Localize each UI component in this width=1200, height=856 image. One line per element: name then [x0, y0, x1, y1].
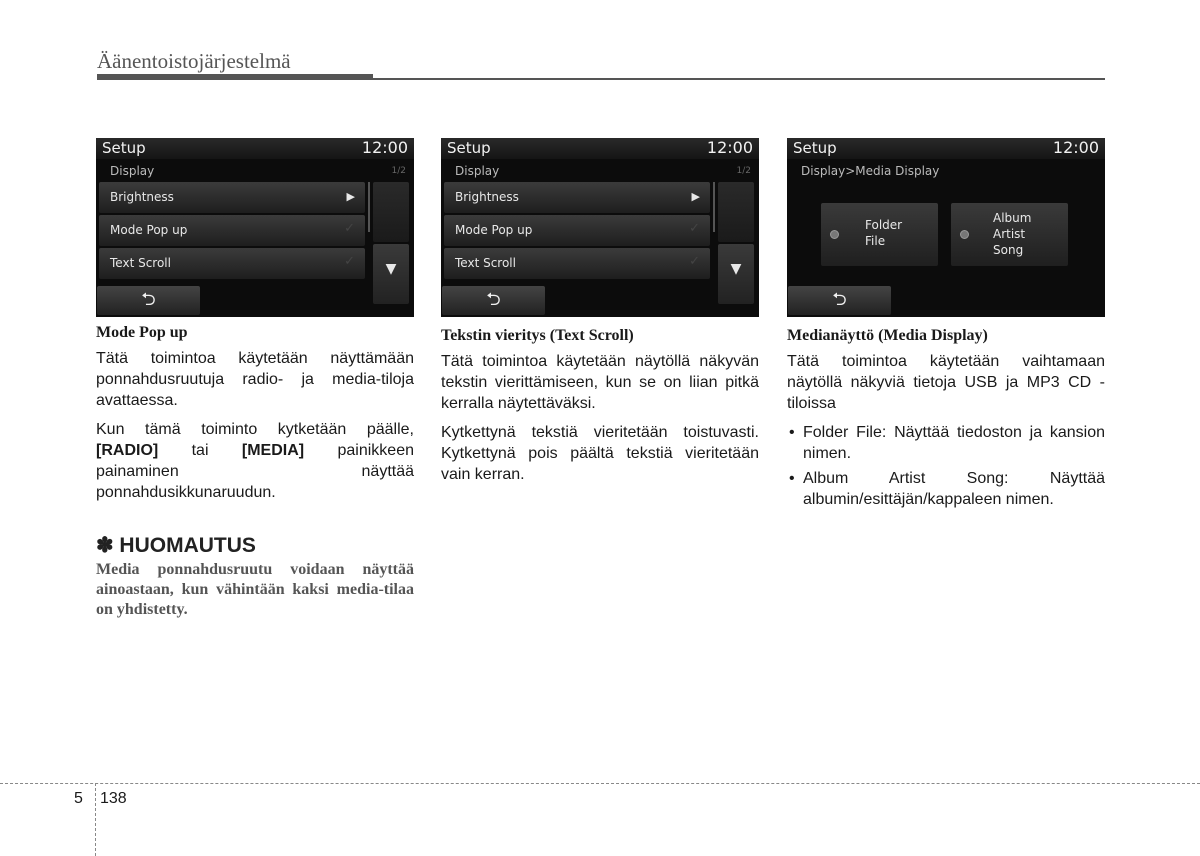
- scroll-down-button[interactable]: ▼: [718, 244, 754, 304]
- arrow-right-icon: ▶: [691, 190, 700, 203]
- check-icon: ✓: [689, 254, 700, 269]
- list-item: • Album Artist Song: Näyttää albumin/esittäjän/kappaleen nimen.: [789, 470, 1105, 508]
- screen-top-bar: [787, 138, 1105, 159]
- screen-subtitle: Display>Media Display: [801, 164, 940, 178]
- screen-page-indicator: 1/2: [736, 166, 751, 176]
- screen-subtitle: Display: [455, 164, 500, 178]
- option-label: Folder File: [865, 218, 903, 248]
- menu-item-label: Brightness: [110, 190, 174, 204]
- scroll-up-button[interactable]: [373, 182, 409, 242]
- option-album-artist-song[interactable]: [951, 203, 1068, 266]
- menu-item-label: Text Scroll: [110, 256, 171, 270]
- page-number: 138: [100, 790, 127, 807]
- column-media-display: [787, 327, 1105, 514]
- page-header-title: Äänentoistojärjestelmä: [97, 49, 291, 73]
- paragraph: Tätä toimintoa käytetään näytöllä näkyvän tekstin vierittämiseen, kun se on liian pitkä kerralla näytettäväksi.: [441, 353, 759, 412]
- check-icon: ✓: [344, 221, 355, 236]
- paragraph: Kytkettynä tekstiä vieritetään toistuvasti. Kytkettynä pois päältä tekstiä vieritetään vain kerran.: [441, 424, 759, 483]
- scroll-divider: [368, 182, 370, 232]
- screen-subtitle: Display: [110, 164, 155, 178]
- note-body: Media ponnahdusruutu voidaan näyttää ainoastaan, kun vähintään kaksi media-tilaa on yhdistetty.: [96, 561, 414, 618]
- menu-item-mode-popup[interactable]: [99, 215, 365, 246]
- screen-clock: 12:00: [706, 138, 753, 157]
- menu-item-brightness[interactable]: [444, 182, 710, 213]
- caption: Tekstin vieritys (Text Scroll): [441, 327, 634, 344]
- option-label: Album Artist Song: [993, 211, 1032, 257]
- screen-top-bar: [96, 138, 414, 159]
- back-button[interactable]: ⮌: [97, 286, 200, 315]
- header-rule-thin: [373, 78, 1105, 80]
- footer-rule: [0, 783, 1200, 784]
- menu-item-label: Mode Pop up: [455, 223, 533, 237]
- back-button[interactable]: ⮌: [788, 286, 891, 315]
- header-rule-thick: [97, 74, 373, 80]
- menu-item-text-scroll[interactable]: [444, 248, 710, 279]
- option-folder-file[interactable]: [821, 203, 938, 266]
- radio-icon: [830, 230, 839, 239]
- menu-item-label: Text Scroll: [455, 256, 516, 270]
- chapter-number: 5: [74, 790, 83, 807]
- screen-title: Setup: [447, 139, 491, 157]
- screen-text-scroll: [441, 138, 759, 317]
- screen-top-bar: [441, 138, 759, 159]
- screen-mode-popup: [96, 138, 414, 317]
- radio-icon: [960, 230, 969, 239]
- back-button[interactable]: ⮌: [442, 286, 545, 315]
- menu-item-mode-popup[interactable]: [444, 215, 710, 246]
- paragraph: Kun tämä toiminto kytketään päälle, [RADIO] tai [MEDIA] painikkeen painaminen näyttää ponnahdusikkunaruudun.: [96, 421, 414, 501]
- list-item: • Folder File: Näyttää tiedoston ja kansion nimen.: [789, 424, 1105, 462]
- scroll-down-button[interactable]: ▼: [373, 244, 409, 304]
- menu-item-label: Brightness: [455, 190, 519, 204]
- footer-divider: [95, 783, 96, 856]
- menu-item-text-scroll[interactable]: [99, 248, 365, 279]
- column-text-scroll: [441, 327, 759, 493]
- screen-page-indicator: 1/2: [391, 166, 406, 176]
- screen-clock: 12:00: [361, 138, 408, 157]
- scroll-divider: [713, 182, 715, 232]
- menu-item-label: Mode Pop up: [110, 223, 188, 237]
- caption: Medianäyttö (Media Display): [787, 327, 988, 344]
- bullet-icon: •: [789, 470, 795, 487]
- screen-clock: 12:00: [1052, 138, 1099, 157]
- column-mode-popup: [96, 324, 414, 620]
- scroll-up-button[interactable]: [718, 182, 754, 242]
- arrow-right-icon: ▶: [346, 190, 355, 203]
- caption: Mode Pop up: [96, 324, 188, 341]
- check-icon: ✓: [344, 254, 355, 269]
- screen-media-display: [787, 138, 1105, 317]
- note-title: ✽ HUOMAUTUS: [96, 534, 256, 557]
- paragraph: Tätä toimintoa käytetään näyttämään ponnahdusruutuja radio- ja media-tiloja avattaessa.: [96, 350, 414, 409]
- bullet-icon: •: [789, 424, 795, 441]
- paragraph: Tätä toimintoa käytetään vaihtamaan näytöllä näkyviä tietoja USB ja MP3 CD -tiloissa: [787, 353, 1105, 412]
- menu-item-brightness[interactable]: [99, 182, 365, 213]
- check-icon: ✓: [689, 221, 700, 236]
- screen-title: Setup: [102, 139, 146, 157]
- screen-title: Setup: [793, 139, 837, 157]
